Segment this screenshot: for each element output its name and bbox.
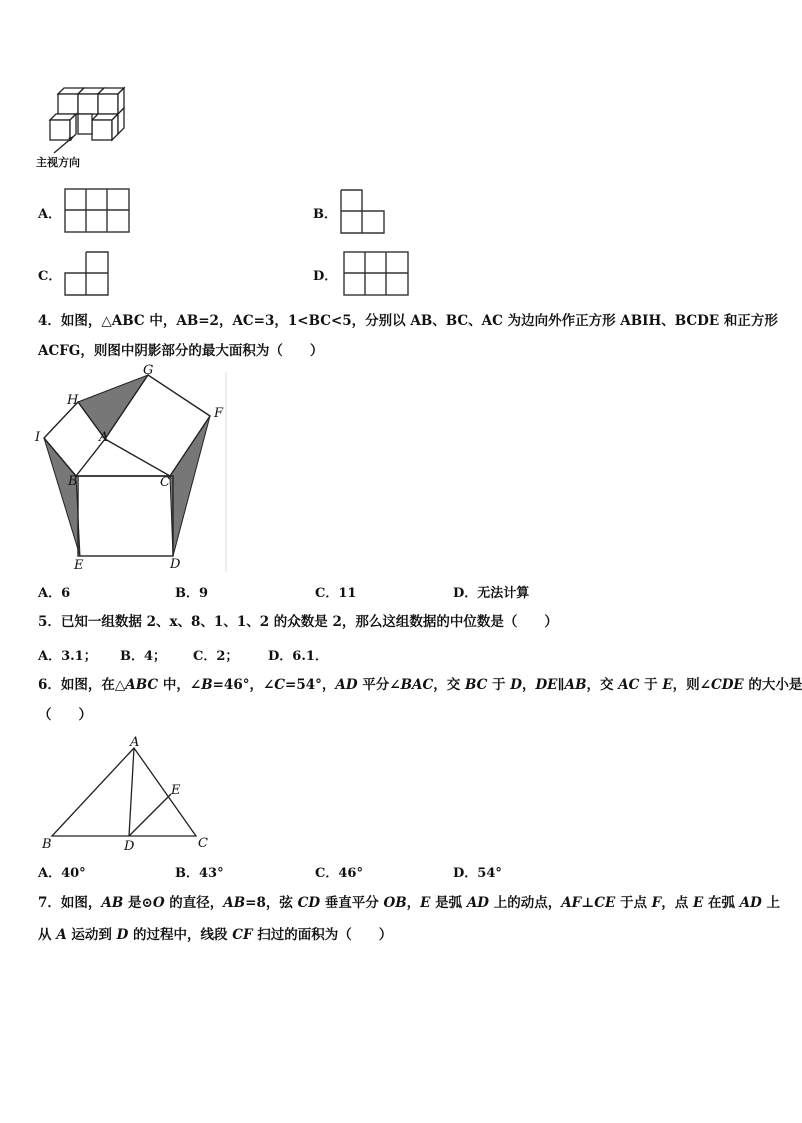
- q6-option-a[interactable]: A．40°: [38, 866, 86, 881]
- view-direction-caption: 主视方向: [36, 156, 80, 169]
- q4-label-c: C: [160, 475, 170, 490]
- q6-label-c: C: [198, 836, 208, 851]
- q4-label-e: E: [74, 558, 84, 573]
- q6-option-b[interactable]: B．43°: [175, 866, 224, 881]
- q3-option-b-figure[interactable]: [340, 189, 386, 235]
- q6-stem-line2: （ ）: [38, 707, 92, 723]
- q6-label-d: D: [124, 839, 135, 854]
- q5-option-c[interactable]: C．2；: [193, 649, 239, 664]
- q3-option-c-label[interactable]: C．: [38, 269, 62, 284]
- q3-option-d-label[interactable]: D．: [313, 269, 338, 284]
- q7-stem-line2: 从 A 运动到 D 的过程中，线段 CF 扫过的面积为（ ）: [38, 927, 393, 943]
- q6-label-e: E: [171, 783, 181, 798]
- q4-squares-figure: [30, 362, 230, 574]
- q4-option-c[interactable]: C．11: [315, 586, 357, 601]
- q6-triangle-figure: [38, 734, 218, 854]
- q3-option-a-label[interactable]: A．: [38, 207, 62, 222]
- q7-stem-line1: 7．如图，AB 是⊙O 的直径，AB=8，弦 CD 垂直平分 OB，E 是弧 AD 上的动点，AF⊥CE 于点 F，点 E 在弧 AD 上: [38, 895, 781, 911]
- q3-option-d-figure[interactable]: [343, 251, 409, 297]
- q4-label-f: F: [214, 406, 224, 421]
- q4-label-a: A: [99, 430, 109, 445]
- q6-label-a: A: [130, 735, 140, 750]
- q6-label-b: B: [42, 837, 52, 852]
- q4-option-a[interactable]: A．6: [38, 586, 71, 601]
- q5-stem: 5．已知一组数据 2、x、8、1、1、2 的众数是 2，那么这组数据的中位数是（ ）: [38, 614, 558, 630]
- q3-option-a-figure[interactable]: [64, 188, 130, 234]
- q5-option-d[interactable]: D．6.1．: [268, 649, 328, 664]
- q4-label-h: H: [67, 393, 79, 408]
- q4-stem-line1: 4．如图，△ABC 中，AB=2，AC=3，1<BC<5，分别以 AB、BC、AC 为边向外作正方形 ABIH、BCDE 和正方形: [38, 313, 778, 329]
- q4-label-d: D: [170, 557, 181, 572]
- q4-label-g: G: [143, 363, 154, 378]
- q3-option-b-label[interactable]: B．: [313, 207, 337, 222]
- q6-option-d[interactable]: D．54°: [453, 866, 502, 881]
- q4-option-d[interactable]: D．无法计算: [453, 586, 530, 601]
- q5-option-a[interactable]: A．3.1；: [38, 649, 97, 664]
- q4-stem-line2: ACFG，则图中阴影部分的最大面积为（ ）: [38, 343, 324, 359]
- q6-stem-line1: 6．如图，在△ABC 中，∠B=46°，∠C=54°，AD 平分∠BAC，交 BC 于 D，DE∥AB，交 AC 于 E，则∠CDE 的大小是: [38, 677, 802, 693]
- q4-option-b[interactable]: B．9: [175, 586, 209, 601]
- q5-option-b[interactable]: B．4；: [120, 649, 167, 664]
- q4-label-b: B: [68, 474, 78, 489]
- q6-option-c[interactable]: C．46°: [315, 866, 363, 881]
- q4-label-i: I: [35, 430, 41, 445]
- q3-option-c-figure[interactable]: [64, 251, 110, 297]
